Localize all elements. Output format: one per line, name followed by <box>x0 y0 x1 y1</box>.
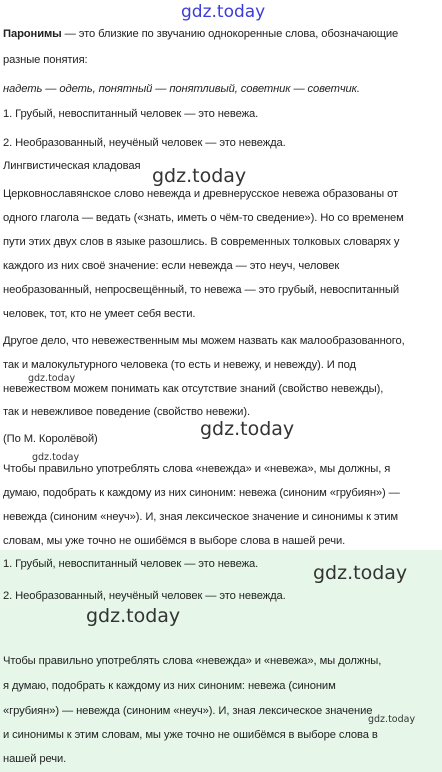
text-line: Другое дело, что невежественным мы можем назвать как малообразованного, <box>3 335 405 347</box>
site-logo[interactable]: gdz.today <box>181 2 266 22</box>
intro-line-2: разные понятия: <box>3 54 88 66</box>
text-line: каждого из них своё значение: если невежда — это неуч, человек <box>3 260 340 272</box>
watermark: gdz.today <box>368 714 416 725</box>
text-line: одного глагола — ведать («знать, иметь о чём-то сведение»). Но со временем <box>3 212 404 224</box>
answer-definition-line: 1. Грубый, невоспитанный человек — это невежа. <box>3 558 259 570</box>
answer-definition-line: 2. Необразованный, неучёный человек — это невежда. <box>3 590 286 602</box>
watermark: gdz.today <box>28 373 76 384</box>
text-line: словам, мы уже точно не ошибёмся в выборе слова в нашей речи. <box>3 535 346 547</box>
text-line: необразованный, непросвещённый, то невежа — это грубый, невоспитанный <box>3 284 399 296</box>
watermark: gdz.today <box>313 562 408 584</box>
answer-text-line: я думаю, подобрать к каждому из них синоним: невежа (синоним <box>3 680 336 692</box>
answer-text-line: нашей речи. <box>3 753 67 765</box>
text-line: думаю, подобрать к каждому из них синоним: невежа (синоним «грубиян») — <box>3 487 400 499</box>
paronym-examples: надеть — одеть, понятный — понятливый, советник — советчик. <box>3 83 360 95</box>
answer-text-line: и синонимы к этим словам, мы уже точно не ошибёмся в выборе слова в <box>3 729 378 741</box>
watermark: gdz.today <box>200 418 295 440</box>
answer-text-line: Чтобы правильно употреблять слова «невежда» и «невежа», мы должны, <box>3 655 382 667</box>
watermark: gdz.today <box>86 605 181 627</box>
intro-line-1 <box>3 23 398 46</box>
text-line: невежда (синоним «неуч»). И, зная лексическое значение и синонимы к этим <box>3 511 399 523</box>
paronym-term: Паронимы <box>3 28 62 40</box>
definition-line: 2. Необразованный, неучёный человек — это невежда. <box>3 137 286 149</box>
text-line: человек, тот, кто не умеет себя вести. <box>3 308 196 320</box>
author-attribution: (По М. Королёвой) <box>3 433 98 445</box>
section-heading: Лингвистическая кладовая <box>3 160 141 172</box>
text-line: пути этих двух слов в языке разошлись. В современных толковых словарях у <box>3 236 400 248</box>
text-line: Чтобы правильно употреблять слова «невежда» и «невежа», мы должны, я <box>3 463 391 475</box>
text-line: так и малокультурного человека (то есть и невежу, и невежду). И под <box>3 359 356 371</box>
text-line: невежеством можем понимать как отсутствие знаний (свойство невежды), <box>3 383 384 395</box>
watermark: gdz.today <box>32 452 80 463</box>
answer-text-line: «грубиян») — невежда (синоним «неуч»). И, зная лексическое значение <box>3 705 373 717</box>
watermark: gdz.today <box>152 165 247 187</box>
definition-line: 1. Грубый, невоспитанный человек — это невежа. <box>3 108 259 120</box>
text-line: так и невежливое поведение (свойство невежи). <box>3 406 250 418</box>
intro-definition: — это близкие по звучанию однокоренные слова, обозначающие <box>61 28 399 40</box>
text-line: Церковнославянское слово невежда и древнерусское невежа образованы от <box>3 188 399 200</box>
